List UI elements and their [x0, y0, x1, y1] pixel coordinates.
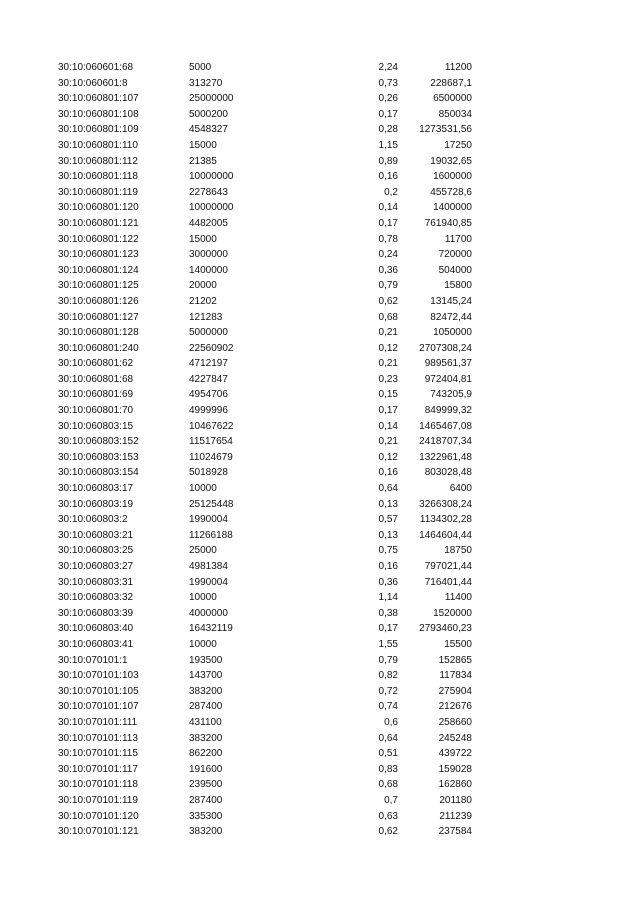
value-cell: 761940,85: [424, 217, 472, 229]
cadastral-number-cell: 30:10:060601:68: [58, 62, 134, 73]
value-cell: 245248: [438, 732, 472, 744]
value-cell: 850034: [438, 108, 472, 120]
table-row: [0, 497, 640, 513]
rate-cell: 0,16: [378, 171, 398, 183]
area-cell: 5000000: [189, 327, 228, 339]
rate-cell: 0,36: [378, 264, 398, 276]
table-row: [0, 372, 640, 388]
area-cell: 431100: [189, 716, 222, 728]
value-cell: 15500: [444, 638, 472, 650]
cadastral-number-cell: 30:10:070101:111: [58, 716, 138, 728]
cadastral-number-cell: 30:10:060803:40: [58, 623, 134, 635]
rate-cell: 0,16: [378, 467, 398, 479]
rate-cell: 0,68: [378, 779, 398, 791]
table-row: [0, 575, 640, 591]
table-row: [0, 481, 640, 497]
value-cell: 1600000: [433, 171, 472, 183]
area-cell: 15000: [189, 233, 217, 245]
area-cell: 16432119: [189, 623, 233, 635]
cadastral-number-cell: 30:10:060803:25: [58, 545, 134, 557]
value-cell: 82472,44: [430, 311, 472, 323]
cadastral-number-cell: 30:10:060803:32: [58, 592, 134, 604]
value-cell: 1322961,48: [419, 451, 472, 463]
area-cell: 4999996: [189, 405, 228, 417]
area-cell: 2278643: [189, 186, 228, 198]
area-cell: 4482005: [189, 217, 228, 229]
cadastral-number-cell: 30:10:060803:17: [58, 483, 134, 495]
cadastral-number-cell: 30:10:060801:126: [58, 295, 139, 307]
cadastral-number-cell: 30:10:060801:121: [58, 217, 139, 229]
cadastral-number-cell: 30:10:060801:120: [58, 202, 139, 214]
table-row: [0, 403, 640, 419]
table-row: [0, 278, 640, 294]
cadastral-number-cell: 30:10:060801:240: [58, 342, 139, 354]
cadastral-number-cell: 30:10:060801:127: [58, 311, 139, 323]
area-cell: 143700: [189, 670, 223, 682]
cadastral-number-cell: 30:10:070101:120: [58, 810, 139, 822]
rate-cell: 0,24: [378, 249, 398, 261]
value-cell: 159028: [438, 763, 472, 775]
cadastral-number-cell: 30:10:060801:107: [58, 93, 139, 105]
cadastral-number-cell: 30:10:060801:68: [58, 373, 134, 385]
area-cell: 862200: [189, 748, 223, 760]
rate-cell: 0,79: [378, 280, 398, 292]
table-row: [0, 762, 640, 778]
table-row: [0, 668, 640, 684]
cadastral-number-cell: 30:10:070101:103: [58, 670, 139, 682]
table-row: [0, 559, 640, 575]
table-row: [0, 154, 640, 170]
value-cell: 6400: [449, 483, 472, 495]
table-row: [0, 138, 640, 154]
rate-cell: 0,23: [378, 373, 398, 385]
value-cell: 1464604,44: [419, 529, 472, 541]
cadastral-number-cell: 30:10:060803:39: [58, 607, 134, 619]
rate-cell: 0,12: [378, 342, 398, 354]
table-row: [0, 169, 640, 185]
cadastral-number-cell: 30:10:070101:117: [58, 763, 138, 775]
area-cell: 25000000: [189, 93, 234, 105]
value-cell: 11200: [444, 62, 472, 73]
table-row: [0, 450, 640, 466]
area-cell: 191600: [189, 763, 223, 775]
value-cell: 162860: [438, 779, 472, 791]
cadastral-number-cell: 30:10:060801:123: [58, 249, 139, 261]
table-row: [0, 60, 640, 76]
rate-cell: 0,17: [378, 217, 398, 229]
rate-cell: 0,12: [378, 451, 398, 463]
value-cell: 504000: [438, 264, 472, 276]
cadastral-number-cell: 30:10:060801:118: [58, 171, 138, 183]
cadastral-number-cell: 30:10:070101:118: [58, 779, 138, 791]
cadastral-number-cell: 30:10:060801:125: [58, 280, 139, 292]
value-cell: 1465467,08: [419, 420, 472, 432]
cadastral-number-cell: 30:10:060801:69: [58, 389, 134, 401]
rate-cell: 0,82: [378, 670, 398, 682]
value-cell: 989561,37: [424, 358, 472, 370]
rate-cell: 0,38: [378, 607, 398, 619]
cadastral-number-cell: 30:10:060801:122: [58, 233, 139, 245]
cadastral-number-cell: 30:10:070101:113: [58, 732, 138, 744]
area-cell: 11024679: [189, 451, 233, 463]
area-cell: 25000: [189, 545, 217, 557]
table-row: [0, 91, 640, 107]
value-cell: 211239: [439, 810, 472, 822]
rate-cell: 0,6: [384, 716, 398, 728]
value-cell: 439722: [438, 748, 472, 760]
area-cell: 121283: [189, 311, 223, 323]
cadastral-number-cell: 30:10:060801:109: [58, 124, 139, 136]
cadastral-number-cell: 30:10:070101:115: [58, 748, 138, 760]
table-row: [0, 76, 640, 92]
value-cell: 237584: [438, 826, 472, 838]
area-cell: 21202: [189, 295, 217, 307]
rate-cell: 0,13: [378, 529, 398, 541]
table-row: [0, 294, 640, 310]
value-cell: 258660: [438, 716, 472, 728]
table-row: [0, 809, 640, 825]
table-row: [0, 793, 640, 809]
table-row: [0, 621, 640, 637]
rate-cell: 2,24: [378, 62, 398, 73]
rate-cell: 0,7: [384, 794, 398, 806]
rate-cell: 0,57: [378, 514, 398, 526]
value-cell: 19032,65: [430, 155, 472, 167]
table-row: [0, 356, 640, 372]
value-cell: 849999,32: [424, 405, 472, 417]
value-cell: 18750: [444, 545, 472, 557]
rate-cell: 0,89: [378, 155, 398, 167]
table-row: [0, 122, 640, 138]
cadastral-number-cell: 30:10:070101:105: [58, 685, 139, 697]
area-cell: 21385: [189, 155, 217, 167]
cadastral-number-cell: 30:10:070101:1: [58, 654, 128, 666]
area-cell: 11266188: [189, 529, 233, 541]
area-cell: 287400: [189, 701, 223, 713]
value-cell: 228687,1: [430, 77, 472, 89]
rate-cell: 1,14: [378, 592, 398, 604]
table-row: [0, 341, 640, 357]
value-cell: 716401,44: [424, 576, 472, 588]
table-row: [0, 653, 640, 669]
table-row: [0, 746, 640, 762]
area-cell: 25125448: [189, 498, 234, 510]
table-row: [0, 512, 640, 528]
rate-cell: 0,75: [378, 545, 398, 557]
area-cell: 383200: [189, 685, 223, 697]
value-cell: 1520000: [433, 607, 472, 619]
cadastral-number-cell: 30:10:070101:119: [58, 794, 138, 806]
area-cell: 383200: [189, 732, 223, 744]
table-row: [0, 731, 640, 747]
rate-cell: 0,51: [378, 748, 398, 760]
value-cell: 1050000: [433, 327, 472, 339]
table-row: [0, 232, 640, 248]
value-cell: 117834: [439, 670, 472, 682]
value-cell: 3266308,24: [419, 498, 472, 510]
rate-cell: 0,13: [378, 498, 398, 510]
area-cell: 20000: [189, 280, 217, 292]
rate-cell: 0,68: [378, 311, 398, 323]
rate-cell: 0,17: [378, 623, 398, 635]
table-row: [0, 543, 640, 559]
rate-cell: 0,72: [378, 685, 398, 697]
table-row: [0, 434, 640, 450]
area-cell: 193500: [189, 654, 223, 666]
table-row: [0, 699, 640, 715]
rate-cell: 0,79: [378, 654, 398, 666]
area-cell: 4000000: [189, 607, 228, 619]
value-cell: 2418707,34: [419, 436, 472, 448]
rate-cell: 0,28: [378, 124, 398, 136]
table-row: [0, 777, 640, 793]
table-row: [0, 107, 640, 123]
cadastral-number-cell: 30:10:070101:107: [58, 701, 139, 713]
rate-cell: 0,63: [378, 810, 398, 822]
table-row: [0, 310, 640, 326]
cadastral-number-cell: 30:10:060803:153: [58, 451, 139, 463]
rate-cell: 1,15: [378, 139, 398, 151]
rate-cell: 0,16: [378, 561, 398, 572]
rate-cell: 0,74: [378, 701, 398, 713]
value-cell: 797021,44: [424, 561, 472, 572]
table-row: [0, 715, 640, 731]
cadastral-number-cell: 30:10:060803:41: [58, 638, 134, 650]
cadastral-number-cell: 30:10:060601:8: [58, 77, 128, 89]
value-cell: 1273531,56: [419, 124, 472, 136]
table-row: [0, 684, 640, 700]
table-row: [0, 216, 640, 232]
area-cell: 4954706: [189, 389, 228, 401]
cadastral-number-cell: 30:10:060801:108: [58, 108, 139, 120]
area-cell: 10000000: [189, 171, 234, 183]
cadastral-number-cell: 30:10:060803:154: [58, 467, 139, 479]
cadastral-number-cell: 30:10:060803:31: [58, 576, 134, 588]
table-row: [0, 247, 640, 263]
table-row: [0, 200, 640, 216]
area-cell: 313270: [189, 77, 223, 89]
area-cell: 5000: [189, 62, 212, 73]
cadastral-number-cell: 30:10:060801:124: [58, 264, 139, 276]
cadastral-number-cell: 30:10:060801:70: [58, 405, 134, 417]
area-cell: 15000: [189, 139, 217, 151]
value-cell: 2707308,24: [419, 342, 472, 354]
area-cell: 239500: [189, 779, 223, 791]
rate-cell: 0,17: [378, 405, 398, 417]
value-cell: 152865: [438, 654, 472, 666]
table-row: [0, 465, 640, 481]
rate-cell: 0,15: [378, 389, 398, 401]
value-cell: 212676: [438, 701, 472, 713]
value-cell: 972404,81: [424, 373, 472, 385]
table-row: [0, 263, 640, 279]
table-row: [0, 185, 640, 201]
area-cell: 383200: [189, 826, 223, 838]
area-cell: 10000000: [189, 202, 234, 214]
value-cell: 1134302,28: [419, 514, 472, 526]
value-cell: 6500000: [433, 93, 472, 105]
table-row: [0, 325, 640, 341]
area-cell: 287400: [189, 794, 223, 806]
table-row: [0, 606, 640, 622]
area-cell: 10000: [189, 483, 217, 495]
area-cell: 1400000: [189, 264, 228, 276]
rate-cell: 0,73: [378, 77, 398, 89]
cadastral-number-cell: 30:10:060801:119: [58, 186, 138, 198]
value-cell: 275904: [438, 685, 472, 697]
spreadsheet-table: [0, 60, 640, 840]
table-row: [0, 637, 640, 653]
table-row: [0, 824, 640, 840]
rate-cell: 0,17: [378, 108, 398, 120]
cadastral-number-cell: 30:10:060801:110: [58, 139, 138, 151]
rate-cell: 0,62: [378, 295, 398, 307]
rate-cell: 0,26: [378, 93, 398, 105]
cadastral-number-cell: 30:10:060803:27: [58, 561, 134, 572]
area-cell: 1990004: [189, 576, 228, 588]
area-cell: 335300: [189, 810, 223, 822]
area-cell: 4712197: [189, 358, 228, 370]
area-cell: 1990004: [189, 514, 228, 526]
cadastral-number-cell: 30:10:060801:128: [58, 327, 139, 339]
cadastral-number-cell: 30:10:060803:2: [58, 514, 128, 526]
area-cell: 22560902: [189, 342, 234, 354]
rate-cell: 0,83: [378, 763, 398, 775]
rate-cell: 0,64: [378, 483, 398, 495]
rate-cell: 0,62: [378, 826, 398, 838]
area-cell: 5018928: [189, 467, 228, 479]
table-row: [0, 528, 640, 544]
cadastral-number-cell: 30:10:060803:152: [58, 436, 139, 448]
value-cell: 17250: [444, 139, 472, 151]
area-cell: 10000: [189, 638, 217, 650]
table-row: [0, 590, 640, 606]
area-cell: 10467622: [189, 420, 234, 432]
value-cell: 455728,6: [430, 186, 472, 198]
value-cell: 201180: [439, 794, 472, 806]
area-cell: 10000: [189, 592, 217, 604]
value-cell: 2793460,23: [419, 623, 472, 635]
area-cell: 5000200: [189, 108, 228, 120]
rate-cell: 0,2: [384, 186, 398, 198]
value-cell: 11400: [444, 592, 472, 604]
area-cell: 3000000: [189, 249, 228, 261]
rate-cell: 0,14: [378, 420, 398, 432]
rate-cell: 0,64: [378, 732, 398, 744]
cadastral-number-cell: 30:10:060801:62: [58, 358, 134, 370]
rate-cell: 0,78: [378, 233, 398, 245]
rate-cell: 0,21: [378, 436, 398, 448]
value-cell: 803028,48: [424, 467, 472, 479]
rate-cell: 0,36: [378, 576, 398, 588]
value-cell: 15800: [444, 280, 472, 292]
cadastral-number-cell: 30:10:060801:112: [58, 155, 138, 167]
rate-cell: 0,21: [378, 358, 398, 370]
table-row: [0, 419, 640, 435]
table-row: [0, 387, 640, 403]
cadastral-number-cell: 30:10:060803:15: [58, 420, 134, 432]
area-cell: 4548327: [189, 124, 228, 136]
area-cell: 4981384: [189, 561, 228, 572]
value-cell: 13145,24: [430, 295, 472, 307]
value-cell: 11700: [444, 233, 472, 245]
rate-cell: 0,21: [378, 327, 398, 339]
cadastral-number-cell: 30:10:060803:19: [58, 498, 134, 510]
rate-cell: 1,55: [378, 638, 398, 650]
value-cell: 720000: [438, 249, 472, 261]
area-cell: 11517654: [189, 436, 233, 448]
value-cell: 743205,9: [430, 389, 472, 401]
area-cell: 4227847: [189, 373, 228, 385]
cadastral-number-cell: 30:10:070101:121: [58, 826, 139, 838]
cadastral-number-cell: 30:10:060803:21: [58, 529, 134, 541]
value-cell: 1400000: [433, 202, 472, 214]
rate-cell: 0,14: [378, 202, 398, 214]
